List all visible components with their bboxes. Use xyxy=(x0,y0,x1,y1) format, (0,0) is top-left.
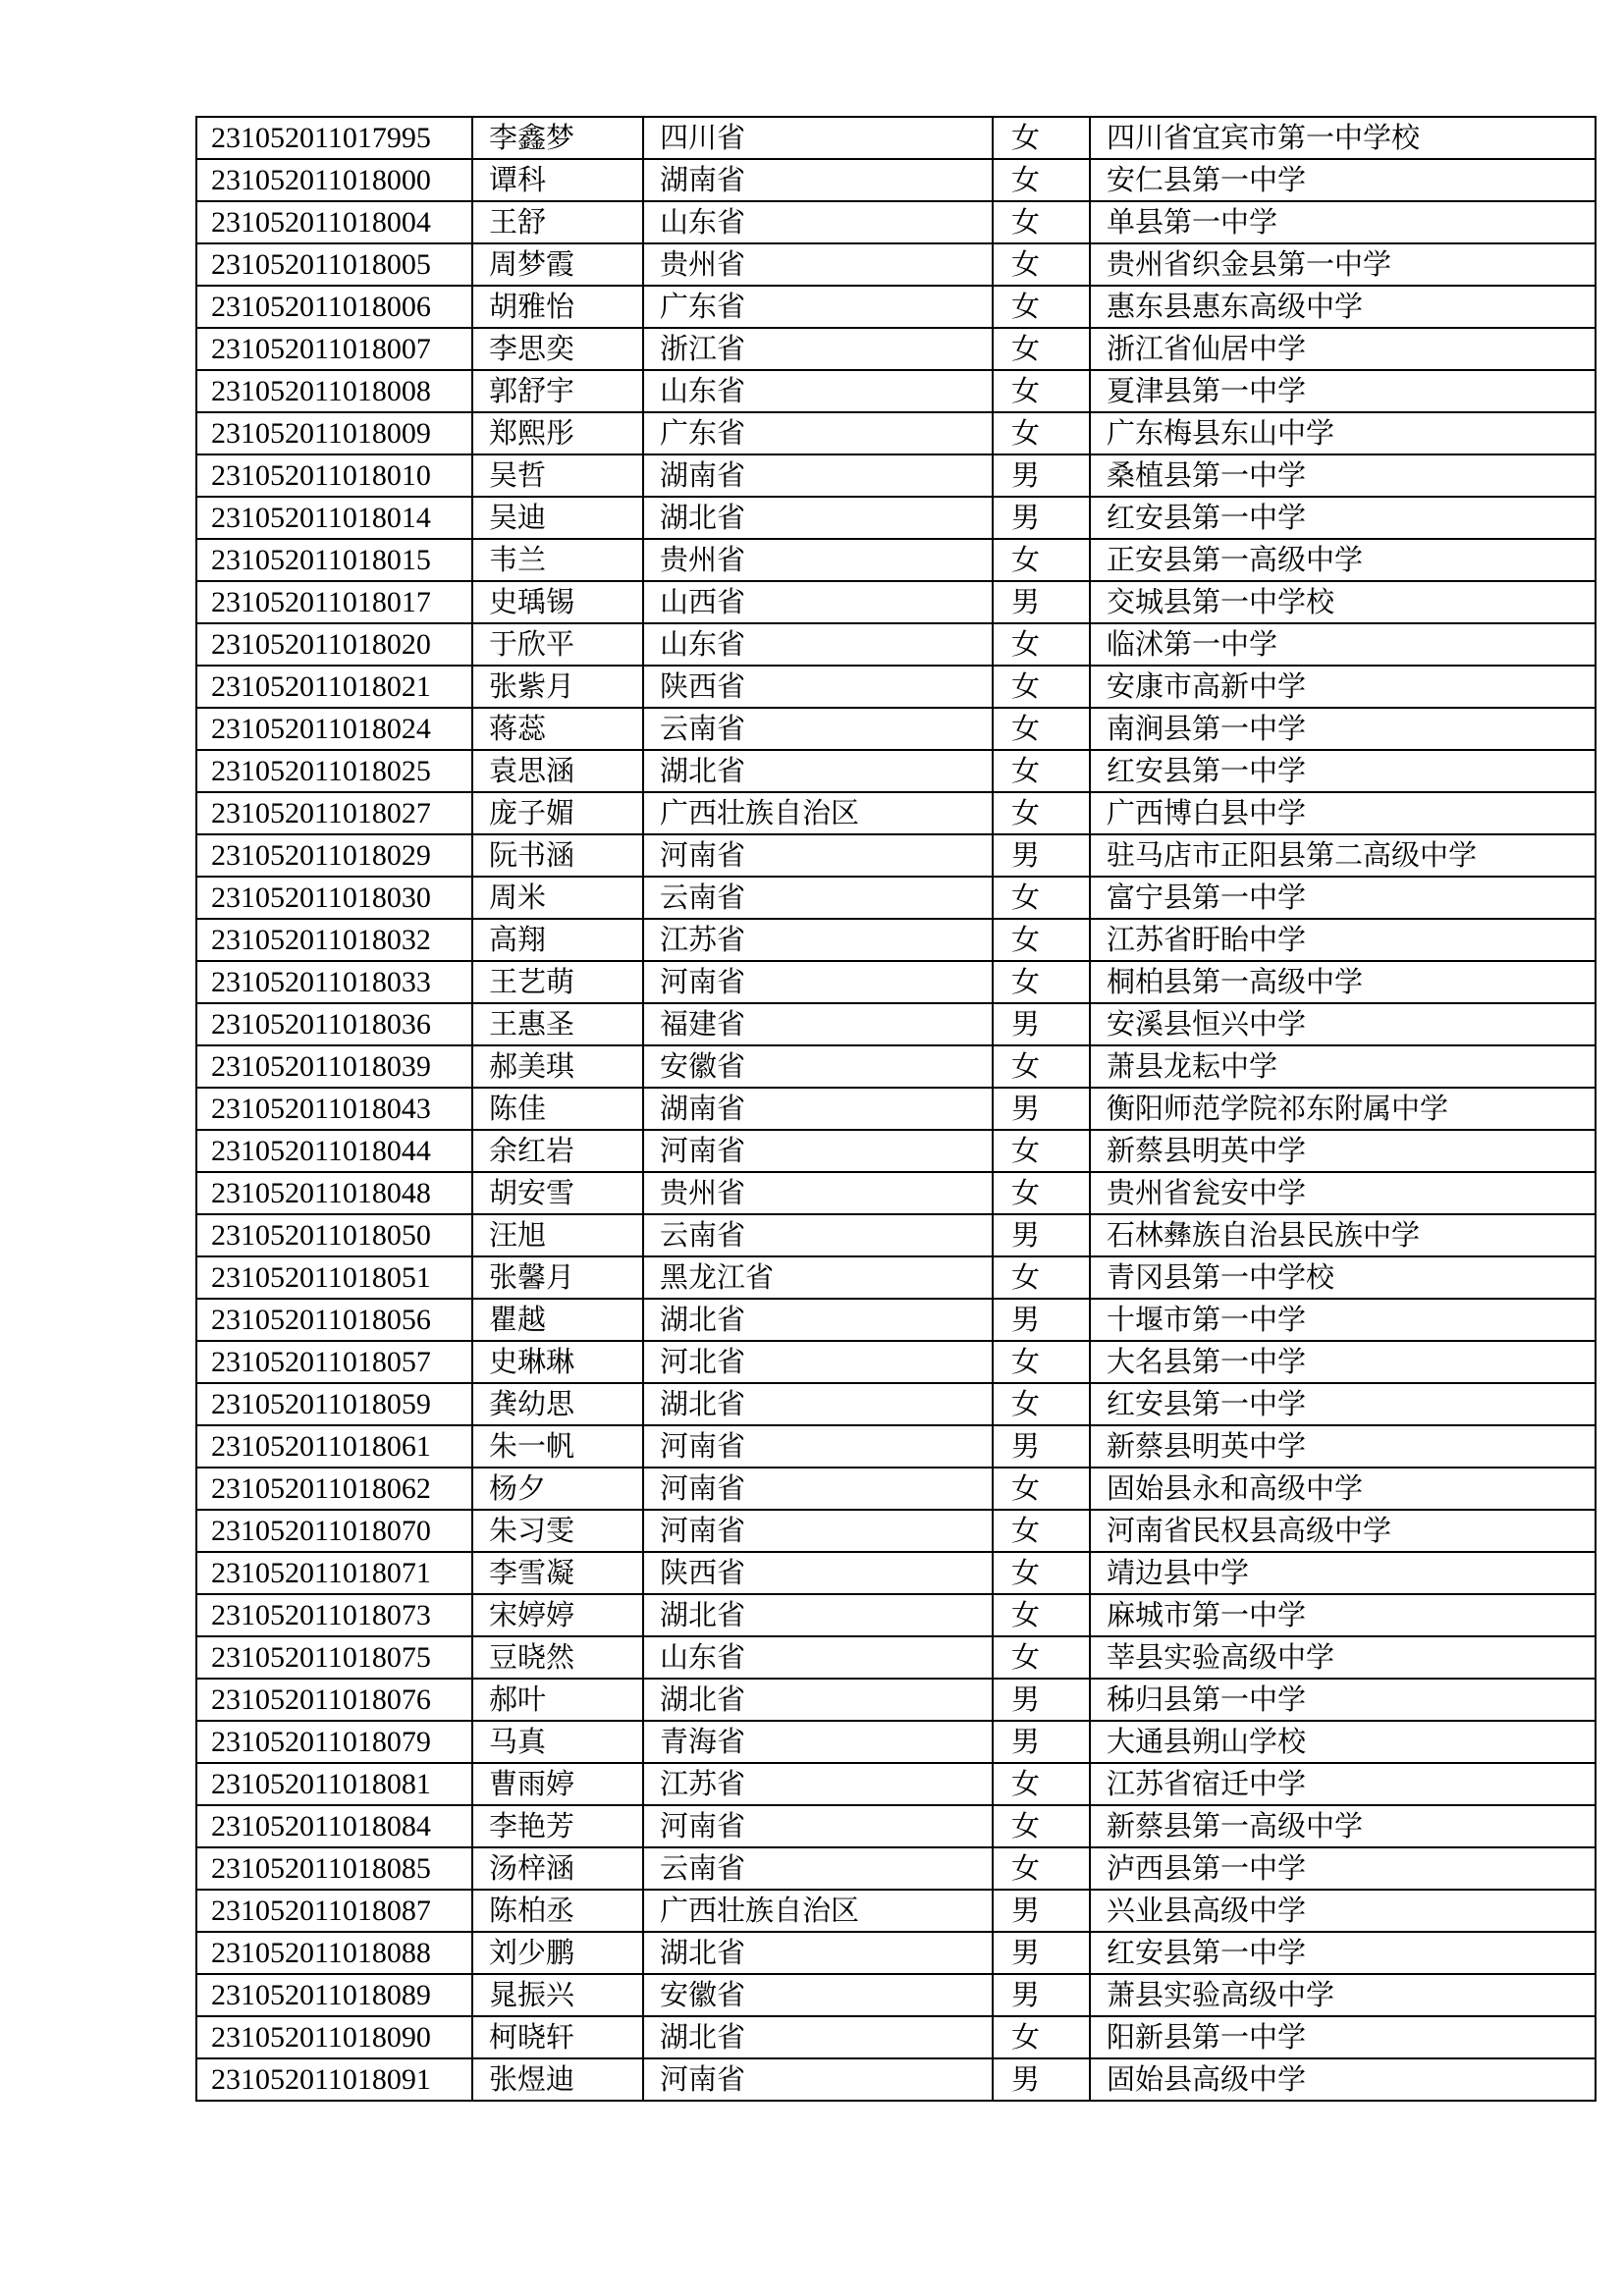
gender-cell: 女 xyxy=(993,1045,1090,1088)
school-cell: 贵州省织金县第一中学 xyxy=(1090,243,1596,286)
province-cell: 云南省 xyxy=(643,708,993,750)
province-cell: 山东省 xyxy=(643,1636,993,1679)
student-name-cell: 蒋蕊 xyxy=(472,708,643,750)
province-cell: 湖北省 xyxy=(643,750,993,792)
candidate-id-cell: 231052011018007 xyxy=(196,328,472,370)
gender-cell: 女 xyxy=(993,1172,1090,1214)
province-cell: 湖北省 xyxy=(643,1383,993,1425)
candidate-id-cell: 231052011018089 xyxy=(196,1974,472,2016)
student-name-cell: 韦兰 xyxy=(472,539,643,581)
gender-cell: 男 xyxy=(993,1932,1090,1974)
candidate-id-cell: 231052011018027 xyxy=(196,792,472,834)
candidate-id-cell: 231052011018070 xyxy=(196,1510,472,1552)
student-name-cell: 龚幼思 xyxy=(472,1383,643,1425)
gender-cell: 男 xyxy=(993,1679,1090,1721)
student-name-cell: 庞子媚 xyxy=(472,792,643,834)
candidate-id-cell: 231052011018024 xyxy=(196,708,472,750)
table-row xyxy=(196,1890,1596,1932)
school-cell: 固始县高级中学 xyxy=(1090,2058,1596,2101)
admission-roster-table xyxy=(195,116,1597,2102)
province-cell: 江苏省 xyxy=(643,1763,993,1805)
candidate-id-cell: 231052011018061 xyxy=(196,1425,472,1468)
table-row xyxy=(196,666,1596,708)
gender-cell: 男 xyxy=(993,1299,1090,1341)
candidate-id-cell: 231052011018051 xyxy=(196,1256,472,1299)
student-name-cell: 余红岩 xyxy=(472,1130,643,1172)
table-row xyxy=(196,243,1596,286)
table-row xyxy=(196,454,1596,497)
table-row xyxy=(196,286,1596,328)
table-row xyxy=(196,1383,1596,1425)
candidate-id-cell: 231052011018048 xyxy=(196,1172,472,1214)
student-name-cell: 郭舒宇 xyxy=(472,370,643,412)
candidate-id-cell: 231052011018044 xyxy=(196,1130,472,1172)
gender-cell: 女 xyxy=(993,750,1090,792)
school-cell: 河南省民权县高级中学 xyxy=(1090,1510,1596,1552)
province-cell: 青海省 xyxy=(643,1721,993,1763)
gender-cell: 女 xyxy=(993,159,1090,201)
gender-cell: 女 xyxy=(993,201,1090,243)
school-cell: 青冈县第一中学校 xyxy=(1090,1256,1596,1299)
table-row xyxy=(196,623,1596,666)
province-cell: 江苏省 xyxy=(643,919,993,961)
province-cell: 山东省 xyxy=(643,623,993,666)
candidate-id-cell: 231052011018020 xyxy=(196,623,472,666)
gender-cell: 女 xyxy=(993,117,1090,159)
candidate-id-cell: 231052011018050 xyxy=(196,1214,472,1256)
school-cell: 驻马店市正阳县第二高级中学 xyxy=(1090,834,1596,877)
table-row xyxy=(196,1552,1596,1594)
table-row xyxy=(196,2058,1596,2101)
gender-cell: 女 xyxy=(993,1468,1090,1510)
province-cell: 陕西省 xyxy=(643,1552,993,1594)
gender-cell: 男 xyxy=(993,1974,1090,2016)
student-name-cell: 王惠圣 xyxy=(472,1003,643,1045)
school-cell: 桐柏县第一高级中学 xyxy=(1090,961,1596,1003)
school-cell: 十堰市第一中学 xyxy=(1090,1299,1596,1341)
province-cell: 福建省 xyxy=(643,1003,993,1045)
table-row xyxy=(196,961,1596,1003)
school-cell: 富宁县第一中学 xyxy=(1090,877,1596,919)
school-cell: 衡阳师范学院祁东附属中学 xyxy=(1090,1088,1596,1130)
gender-cell: 女 xyxy=(993,1636,1090,1679)
table-row xyxy=(196,919,1596,961)
student-name-cell: 阮书涵 xyxy=(472,834,643,877)
candidate-id-cell: 231052011018087 xyxy=(196,1890,472,1932)
student-name-cell: 吴哲 xyxy=(472,454,643,497)
table-row xyxy=(196,1805,1596,1847)
student-name-cell: 陈柏丞 xyxy=(472,1890,643,1932)
student-name-cell: 吴迪 xyxy=(472,497,643,539)
school-cell: 安仁县第一中学 xyxy=(1090,159,1596,201)
school-cell: 交城县第一中学校 xyxy=(1090,581,1596,623)
school-cell: 阳新县第一中学 xyxy=(1090,2016,1596,2058)
gender-cell: 男 xyxy=(993,1721,1090,1763)
gender-cell: 男 xyxy=(993,1214,1090,1256)
province-cell: 贵州省 xyxy=(643,539,993,581)
school-cell: 兴业县高级中学 xyxy=(1090,1890,1596,1932)
province-cell: 湖北省 xyxy=(643,497,993,539)
school-cell: 新蔡县明英中学 xyxy=(1090,1130,1596,1172)
student-name-cell: 朱习雯 xyxy=(472,1510,643,1552)
student-name-cell: 李雪凝 xyxy=(472,1552,643,1594)
school-cell: 正安县第一高级中学 xyxy=(1090,539,1596,581)
school-cell: 南涧县第一中学 xyxy=(1090,708,1596,750)
gender-cell: 女 xyxy=(993,877,1090,919)
school-cell: 固始县永和高级中学 xyxy=(1090,1468,1596,1510)
province-cell: 浙江省 xyxy=(643,328,993,370)
student-name-cell: 郝美琪 xyxy=(472,1045,643,1088)
candidate-id-cell: 231052011018059 xyxy=(196,1383,472,1425)
candidate-id-cell: 231052011018009 xyxy=(196,412,472,454)
candidate-id-cell: 231052011018071 xyxy=(196,1552,472,1594)
student-name-cell: 郑熙彤 xyxy=(472,412,643,454)
student-name-cell: 史琳琳 xyxy=(472,1341,643,1383)
gender-cell: 女 xyxy=(993,286,1090,328)
table-row xyxy=(196,1088,1596,1130)
school-cell: 大名县第一中学 xyxy=(1090,1341,1596,1383)
candidate-id-cell: 231052011018057 xyxy=(196,1341,472,1383)
table-row xyxy=(196,1679,1596,1721)
table-row xyxy=(196,1172,1596,1214)
school-cell: 红安县第一中学 xyxy=(1090,497,1596,539)
candidate-id-cell: 231052011018032 xyxy=(196,919,472,961)
province-cell: 四川省 xyxy=(643,117,993,159)
table-row xyxy=(196,201,1596,243)
table-row xyxy=(196,792,1596,834)
table-row xyxy=(196,1763,1596,1805)
student-name-cell: 晁振兴 xyxy=(472,1974,643,2016)
gender-cell: 男 xyxy=(993,2058,1090,2101)
school-cell: 石林彝族自治县民族中学 xyxy=(1090,1214,1596,1256)
student-name-cell: 史瑀锡 xyxy=(472,581,643,623)
candidate-id-cell: 231052011018029 xyxy=(196,834,472,877)
candidate-id-cell: 231052011018015 xyxy=(196,539,472,581)
candidate-id-cell: 231052011018090 xyxy=(196,2016,472,2058)
gender-cell: 女 xyxy=(993,1130,1090,1172)
gender-cell: 女 xyxy=(993,708,1090,750)
candidate-id-cell: 231052011018039 xyxy=(196,1045,472,1088)
student-name-cell: 周梦霞 xyxy=(472,243,643,286)
province-cell: 湖北省 xyxy=(643,1594,993,1636)
gender-cell: 女 xyxy=(993,1763,1090,1805)
student-name-cell: 汤梓涵 xyxy=(472,1847,643,1890)
school-cell: 浙江省仙居中学 xyxy=(1090,328,1596,370)
province-cell: 湖北省 xyxy=(643,1299,993,1341)
gender-cell: 女 xyxy=(993,1552,1090,1594)
gender-cell: 女 xyxy=(993,623,1090,666)
candidate-id-cell: 231052011018025 xyxy=(196,750,472,792)
school-cell: 莘县实验高级中学 xyxy=(1090,1636,1596,1679)
gender-cell: 女 xyxy=(993,1805,1090,1847)
province-cell: 湖南省 xyxy=(643,159,993,201)
province-cell: 河南省 xyxy=(643,1805,993,1847)
student-name-cell: 汪旭 xyxy=(472,1214,643,1256)
roster-body xyxy=(196,117,1596,2101)
school-cell: 广东梅县东山中学 xyxy=(1090,412,1596,454)
gender-cell: 女 xyxy=(993,1341,1090,1383)
gender-cell: 女 xyxy=(993,539,1090,581)
table-row xyxy=(196,497,1596,539)
gender-cell: 女 xyxy=(993,961,1090,1003)
table-row xyxy=(196,117,1596,159)
province-cell: 黑龙江省 xyxy=(643,1256,993,1299)
table-row xyxy=(196,1636,1596,1679)
table-row xyxy=(196,708,1596,750)
gender-cell: 男 xyxy=(993,581,1090,623)
school-cell: 安溪县恒兴中学 xyxy=(1090,1003,1596,1045)
candidate-id-cell: 231052011018010 xyxy=(196,454,472,497)
province-cell: 河南省 xyxy=(643,961,993,1003)
gender-cell: 女 xyxy=(993,243,1090,286)
candidate-id-cell: 231052011018000 xyxy=(196,159,472,201)
candidate-id-cell: 231052011018084 xyxy=(196,1805,472,1847)
school-cell: 江苏省宿迁中学 xyxy=(1090,1763,1596,1805)
school-cell: 新蔡县明英中学 xyxy=(1090,1425,1596,1468)
province-cell: 河北省 xyxy=(643,1341,993,1383)
school-cell: 四川省宜宾市第一中学校 xyxy=(1090,117,1596,159)
province-cell: 河南省 xyxy=(643,1468,993,1510)
province-cell: 广东省 xyxy=(643,286,993,328)
student-name-cell: 于欣平 xyxy=(472,623,643,666)
province-cell: 云南省 xyxy=(643,1214,993,1256)
student-name-cell: 袁思涵 xyxy=(472,750,643,792)
student-name-cell: 高翔 xyxy=(472,919,643,961)
school-cell: 大通县朔山学校 xyxy=(1090,1721,1596,1763)
table-row xyxy=(196,1468,1596,1510)
candidate-id-cell: 231052011018085 xyxy=(196,1847,472,1890)
table-row xyxy=(196,581,1596,623)
gender-cell: 女 xyxy=(993,919,1090,961)
gender-cell: 男 xyxy=(993,834,1090,877)
student-name-cell: 宋婷婷 xyxy=(472,1594,643,1636)
candidate-id-cell: 231052011018075 xyxy=(196,1636,472,1679)
student-name-cell: 李思奕 xyxy=(472,328,643,370)
student-name-cell: 李艳芳 xyxy=(472,1805,643,1847)
table-row xyxy=(196,1130,1596,1172)
school-cell: 桑植县第一中学 xyxy=(1090,454,1596,497)
student-name-cell: 豆晓然 xyxy=(472,1636,643,1679)
table-row xyxy=(196,1256,1596,1299)
gender-cell: 男 xyxy=(993,1425,1090,1468)
student-name-cell: 瞿越 xyxy=(472,1299,643,1341)
gender-cell: 女 xyxy=(993,328,1090,370)
gender-cell: 女 xyxy=(993,1847,1090,1890)
table-row xyxy=(196,1847,1596,1890)
gender-cell: 女 xyxy=(993,1594,1090,1636)
candidate-id-cell: 231052011018073 xyxy=(196,1594,472,1636)
gender-cell: 男 xyxy=(993,1890,1090,1932)
student-name-cell: 张馨月 xyxy=(472,1256,643,1299)
candidate-id-cell: 231052011018062 xyxy=(196,1468,472,1510)
table-row xyxy=(196,750,1596,792)
school-cell: 广西博白县中学 xyxy=(1090,792,1596,834)
candidate-id-cell: 231052011018005 xyxy=(196,243,472,286)
gender-cell: 男 xyxy=(993,497,1090,539)
candidate-id-cell: 231052011018006 xyxy=(196,286,472,328)
student-name-cell: 张煜迪 xyxy=(472,2058,643,2101)
gender-cell: 男 xyxy=(993,1003,1090,1045)
school-cell: 江苏省盱眙中学 xyxy=(1090,919,1596,961)
school-cell: 靖边县中学 xyxy=(1090,1552,1596,1594)
student-name-cell: 胡安雪 xyxy=(472,1172,643,1214)
student-name-cell: 马真 xyxy=(472,1721,643,1763)
province-cell: 河南省 xyxy=(643,2058,993,2101)
table-row xyxy=(196,539,1596,581)
school-cell: 萧县龙耘中学 xyxy=(1090,1045,1596,1088)
gender-cell: 男 xyxy=(993,1088,1090,1130)
candidate-id-cell: 231052011018056 xyxy=(196,1299,472,1341)
table-row xyxy=(196,1003,1596,1045)
student-name-cell: 李鑫梦 xyxy=(472,117,643,159)
province-cell: 安徽省 xyxy=(643,1974,993,2016)
table-row xyxy=(196,1341,1596,1383)
school-cell: 红安县第一中学 xyxy=(1090,1932,1596,1974)
province-cell: 广西壮族自治区 xyxy=(643,1890,993,1932)
province-cell: 山东省 xyxy=(643,201,993,243)
province-cell: 湖北省 xyxy=(643,1679,993,1721)
table-row xyxy=(196,1510,1596,1552)
province-cell: 河南省 xyxy=(643,834,993,877)
province-cell: 湖北省 xyxy=(643,1932,993,1974)
gender-cell: 女 xyxy=(993,1256,1090,1299)
school-cell: 惠东县惠东高级中学 xyxy=(1090,286,1596,328)
province-cell: 陕西省 xyxy=(643,666,993,708)
candidate-id-cell: 231052011018043 xyxy=(196,1088,472,1130)
table-row xyxy=(196,1594,1596,1636)
school-cell: 泸西县第一中学 xyxy=(1090,1847,1596,1890)
table-row xyxy=(196,328,1596,370)
province-cell: 云南省 xyxy=(643,1847,993,1890)
student-name-cell: 杨夕 xyxy=(472,1468,643,1510)
table-row xyxy=(196,159,1596,201)
province-cell: 山东省 xyxy=(643,370,993,412)
candidate-id-cell: 231052011018088 xyxy=(196,1932,472,1974)
candidate-id-cell: 231052011018030 xyxy=(196,877,472,919)
student-name-cell: 郝叶 xyxy=(472,1679,643,1721)
province-cell: 河南省 xyxy=(643,1510,993,1552)
school-cell: 红安县第一中学 xyxy=(1090,750,1596,792)
school-cell: 单县第一中学 xyxy=(1090,201,1596,243)
province-cell: 湖南省 xyxy=(643,1088,993,1130)
candidate-id-cell: 231052011018081 xyxy=(196,1763,472,1805)
table-row xyxy=(196,1932,1596,1974)
student-name-cell: 周米 xyxy=(472,877,643,919)
gender-cell: 女 xyxy=(993,412,1090,454)
table-row xyxy=(196,2016,1596,2058)
table-row xyxy=(196,877,1596,919)
candidate-id-cell: 231052011018079 xyxy=(196,1721,472,1763)
student-name-cell: 胡雅怡 xyxy=(472,286,643,328)
candidate-id-cell: 231052011018014 xyxy=(196,497,472,539)
school-cell: 新蔡县第一高级中学 xyxy=(1090,1805,1596,1847)
candidate-id-cell: 231052011018091 xyxy=(196,2058,472,2101)
student-name-cell: 曹雨婷 xyxy=(472,1763,643,1805)
school-cell: 安康市高新中学 xyxy=(1090,666,1596,708)
candidate-id-cell: 231052011018017 xyxy=(196,581,472,623)
table-row xyxy=(196,1299,1596,1341)
student-name-cell: 王艺萌 xyxy=(472,961,643,1003)
province-cell: 广东省 xyxy=(643,412,993,454)
gender-cell: 女 xyxy=(993,792,1090,834)
student-name-cell: 朱一帆 xyxy=(472,1425,643,1468)
school-cell: 萧县实验高级中学 xyxy=(1090,1974,1596,2016)
school-cell: 临沭第一中学 xyxy=(1090,623,1596,666)
student-name-cell: 张紫月 xyxy=(472,666,643,708)
school-cell: 麻城市第一中学 xyxy=(1090,1594,1596,1636)
table-row xyxy=(196,370,1596,412)
table-row xyxy=(196,1214,1596,1256)
student-name-cell: 柯晓轩 xyxy=(472,2016,643,2058)
gender-cell: 女 xyxy=(993,1383,1090,1425)
province-cell: 河南省 xyxy=(643,1130,993,1172)
student-name-cell: 刘少鹏 xyxy=(472,1932,643,1974)
candidate-id-cell: 231052011017995 xyxy=(196,117,472,159)
table-row xyxy=(196,834,1596,877)
table-row xyxy=(196,412,1596,454)
gender-cell: 男 xyxy=(993,454,1090,497)
candidate-id-cell: 231052011018008 xyxy=(196,370,472,412)
candidate-id-cell: 231052011018076 xyxy=(196,1679,472,1721)
school-cell: 夏津县第一中学 xyxy=(1090,370,1596,412)
province-cell: 河南省 xyxy=(643,1425,993,1468)
province-cell: 贵州省 xyxy=(643,243,993,286)
student-name-cell: 谭科 xyxy=(472,159,643,201)
candidate-id-cell: 231052011018033 xyxy=(196,961,472,1003)
province-cell: 贵州省 xyxy=(643,1172,993,1214)
province-cell: 湖南省 xyxy=(643,454,993,497)
province-cell: 云南省 xyxy=(643,877,993,919)
candidate-id-cell: 231052011018021 xyxy=(196,666,472,708)
school-cell: 贵州省瓮安中学 xyxy=(1090,1172,1596,1214)
student-name-cell: 王舒 xyxy=(472,201,643,243)
table-row xyxy=(196,1974,1596,2016)
province-cell: 安徽省 xyxy=(643,1045,993,1088)
table-row xyxy=(196,1045,1596,1088)
gender-cell: 女 xyxy=(993,370,1090,412)
province-cell: 山西省 xyxy=(643,581,993,623)
province-cell: 广西壮族自治区 xyxy=(643,792,993,834)
province-cell: 湖北省 xyxy=(643,2016,993,2058)
school-cell: 红安县第一中学 xyxy=(1090,1383,1596,1425)
student-name-cell: 陈佳 xyxy=(472,1088,643,1130)
gender-cell: 女 xyxy=(993,2016,1090,2058)
candidate-id-cell: 231052011018004 xyxy=(196,201,472,243)
table-row xyxy=(196,1721,1596,1763)
candidate-id-cell: 231052011018036 xyxy=(196,1003,472,1045)
gender-cell: 女 xyxy=(993,666,1090,708)
table-row xyxy=(196,1425,1596,1468)
gender-cell: 女 xyxy=(993,1510,1090,1552)
school-cell: 秭归县第一中学 xyxy=(1090,1679,1596,1721)
